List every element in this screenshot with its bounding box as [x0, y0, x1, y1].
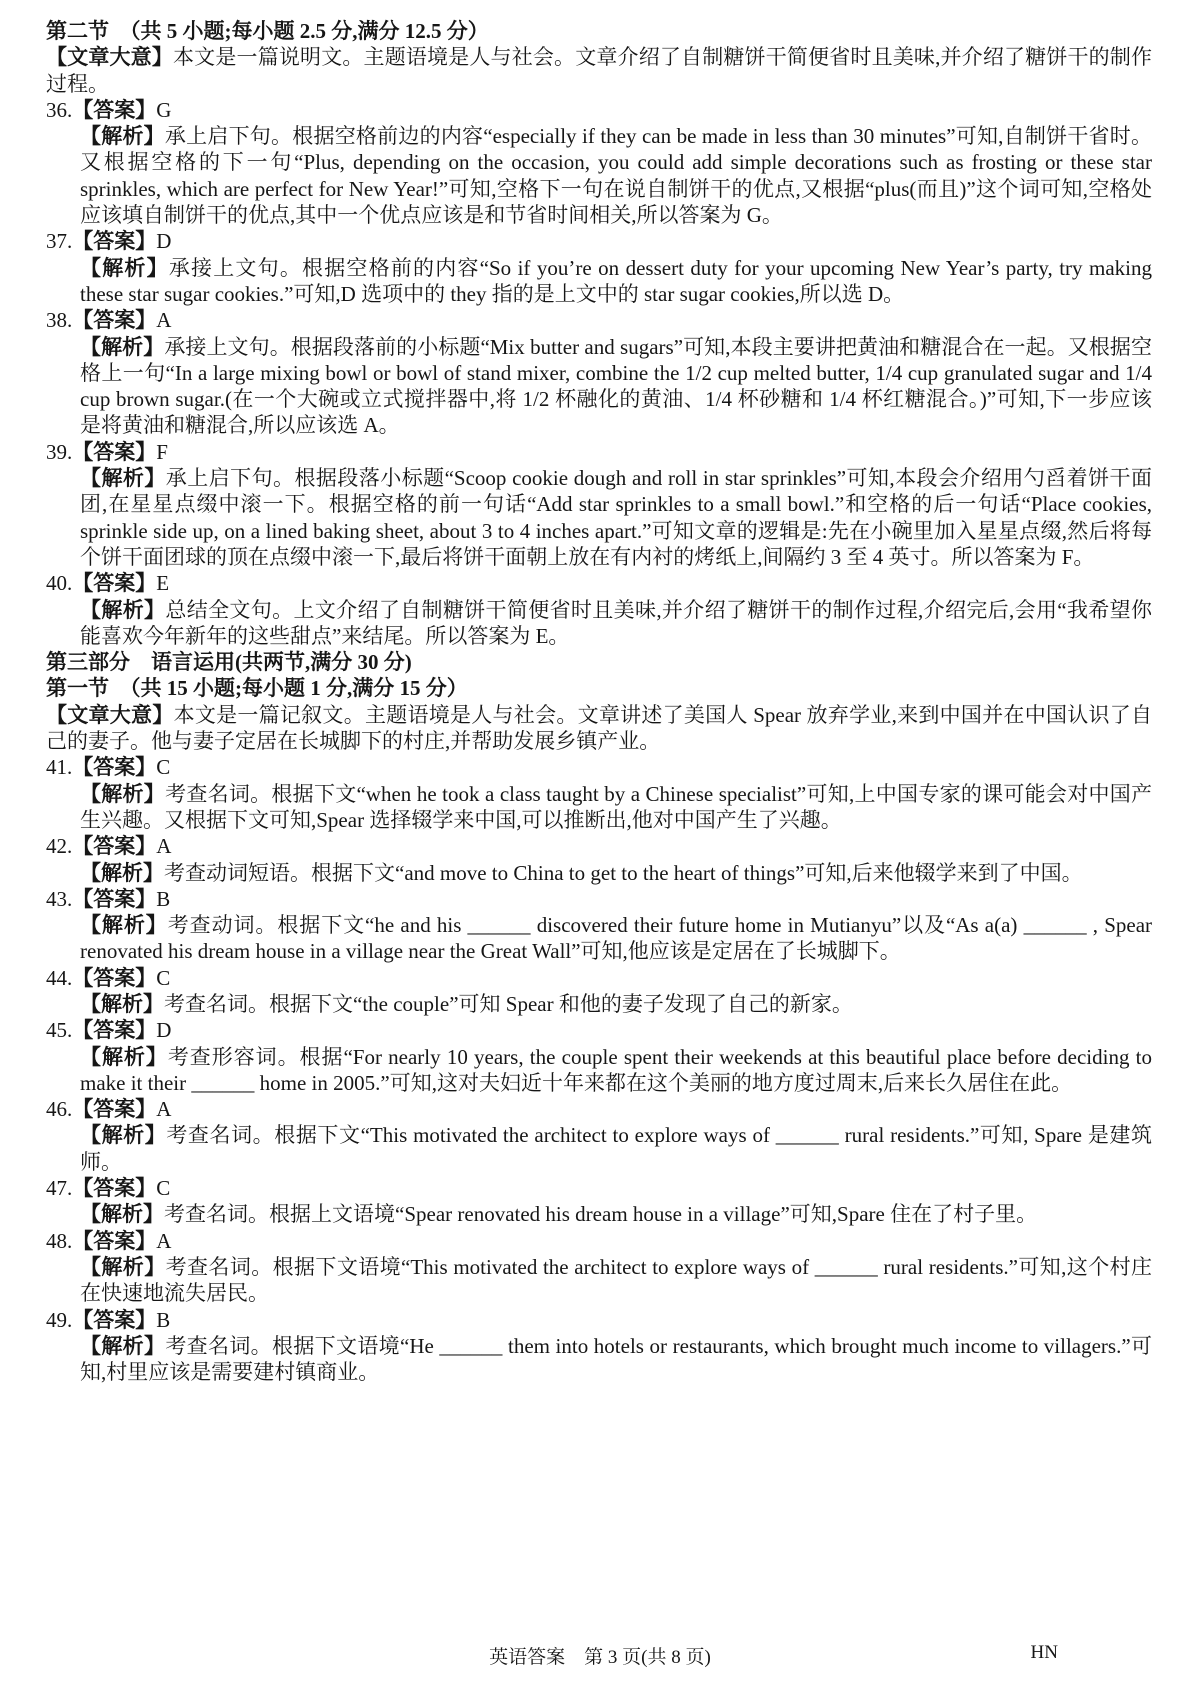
analysis-label: 【解析】 — [80, 466, 166, 491]
answer-line — [46, 1017, 1152, 1043]
answer-label: 【答案】 — [72, 308, 157, 333]
answer-line — [46, 439, 1152, 465]
analysis-text: 承接上文句。根据空格前的内容“So if you’re on dessert duty for your upcoming New Year’s party, try making these star sugar cookies.”可知,D 选项中的 they 指的是上文中的 star sugar cookies,所以选 D。 — [80, 255, 1152, 306]
answer-label: 【答案】 — [72, 1097, 157, 1122]
answer-line — [46, 570, 1152, 596]
answer-label: 【答案】 — [72, 1228, 157, 1253]
answer-number: 49. — [46, 1307, 73, 1332]
analysis-paragraph — [46, 1201, 1152, 1227]
document-body — [46, 18, 1152, 1385]
analysis-paragraph — [46, 255, 1152, 308]
answer-letter: A — [156, 1097, 172, 1122]
passage-summary — [46, 702, 1152, 755]
answer-letter: A — [156, 834, 172, 859]
analysis-text: 考查名词。根据上文语境“Spear renovated his dream house in a village”可知,Spare 住在了村子里。 — [164, 1202, 1038, 1227]
analysis-label: 【解析】 — [80, 1123, 167, 1148]
answer-label: 【答案】 — [72, 755, 157, 780]
answer-label: 【答案】 — [72, 229, 157, 254]
page-footer — [0, 1642, 1200, 1669]
answer-letter: B — [156, 886, 171, 911]
analysis-text: 考查名词。根据下文“This motivated the architect to explore ways of ______ rural residents.”可知, Spare 是建筑师。 — [80, 1123, 1152, 1174]
answer-line — [46, 307, 1152, 333]
analysis-paragraph — [46, 123, 1152, 228]
answer-letter: B — [156, 1307, 171, 1332]
answer-letter: D — [156, 1018, 172, 1043]
answer-label: 【答案】 — [72, 834, 157, 859]
analysis-paragraph — [46, 597, 1152, 650]
analysis-text: 考查名词。根据下文“when he took a class taught by a Chinese specialist”可知,上中国专家的课可能会对中国产生兴趣。又根据下文可知,Spear 选择辍学来中国,可以推断出,他对中国产生了兴趣。 — [80, 781, 1152, 832]
answer-letter: F — [156, 439, 168, 464]
answer-letter: C — [156, 755, 171, 780]
answer-label: 【答案】 — [72, 1176, 157, 1201]
answer-label: 【答案】 — [72, 571, 157, 596]
answer-letter: C — [156, 1176, 171, 1201]
analysis-label: 【解析】 — [80, 781, 166, 806]
analysis-paragraph — [46, 860, 1152, 886]
answer-number: 41. — [46, 755, 73, 780]
answer-number: 44. — [46, 965, 73, 990]
analysis-paragraph — [46, 1122, 1152, 1175]
answer-line — [46, 228, 1152, 254]
answer-label: 【答案】 — [72, 1018, 157, 1043]
summary-label: 【文章大意】 — [46, 702, 174, 727]
analysis-paragraph — [46, 334, 1152, 439]
answer-number: 38. — [46, 308, 73, 333]
answer-letter: G — [156, 97, 172, 122]
analysis-paragraph — [46, 1333, 1152, 1386]
answer-line — [46, 1175, 1152, 1201]
answer-label: 【答案】 — [72, 965, 157, 990]
analysis-paragraph — [46, 1044, 1152, 1097]
answer-number: 42. — [46, 834, 73, 859]
section-heading: 第三部分 语言运用(共两节,满分 30 分) — [46, 650, 412, 675]
analysis-text: 考查动词。根据下文“he and his ______ discovered their future home in Mutianyu”以及“As a(a) ______ , Spear renovated his dream house in a village near the Great Wall”可知,他应该是定居在了长城脚下。 — [80, 913, 1153, 964]
analysis-label: 【解析】 — [80, 860, 164, 885]
analysis-text: 考查名词。根据下文语境“He ______ them into hotels or restaurants, which brought much income to villagers.”可知,村里应该是需要建村镇商业。 — [80, 1333, 1153, 1385]
analysis-text: 承上启下句。根据段落小标题“Scoop cookie dough and roll in star sprinkles”可知,本段会介绍用勺舀着饼干面团,在星星点缀中滚一下。根据空格的前一句话“Add star sprinkles to a small bowl.”和空格的后一句话“Place cookies, sprinkle side up, on a lined baking sheet, about 3 to 4 inches apart.”可知文章的逻辑是:先在小碗里加入星星点缀,然后将每个饼干面团球的顶在点缀中滚一下,最后将饼干面朝上放在有内衬的烤纸上,间隔约 3 至 4 英寸。所以答案为 F。 — [80, 466, 1152, 569]
answer-letter: A — [156, 1228, 172, 1253]
answer-number: 39. — [46, 439, 73, 464]
answer-label: 【答案】 — [72, 439, 157, 464]
answer-line — [46, 833, 1152, 859]
analysis-label: 【解析】 — [80, 597, 166, 622]
answer-label: 【答案】 — [72, 886, 157, 911]
analysis-paragraph — [46, 781, 1152, 834]
summary-text: 本文是一篇记叙文。主题语境是人与社会。文章讲述了美国人 Spear 放弃学业,来到中国并在中国认识了自己的妻子。他与妻子定居在长城脚下的村庄,并帮助发展乡镇产业。 — [46, 702, 1153, 754]
section-heading: 第二节 （共 5 小题;每小题 2.5 分,满分 12.5 分） — [46, 19, 489, 43]
answer-line — [46, 1228, 1152, 1254]
answer-label: 【答案】 — [72, 1307, 157, 1332]
analysis-label: 【解析】 — [80, 1202, 164, 1227]
footer-page-label: 英语答案 第 3 页(共 8 页) — [489, 1647, 711, 1668]
answer-letter: A — [156, 308, 172, 333]
analysis-text: 考查形容词。根据“For nearly 10 years, the couple spent their weekends at this beautiful place before deciding to make it their ______ home in 2005.”可知,这对夫妇近十年来都在这个美丽的地方度过周末,后来长久居住在此。 — [80, 1044, 1153, 1095]
analysis-text: 承上启下句。根据空格前边的内容“especially if they can be made in less than 30 minutes”可知,自制饼干省时。又根据空格的下一句“Plus, depending on the occasion, you could add simple decorations such as frosting or these star sprinkles, which are perfect for New Year!”可知,空格下一句在说自制饼干的优点,又根据“plus(而且)”这个词可知,空格处应该填自制饼干的优点,其中一个优点应该是和节省时间相关,所以答案为 G。 — [80, 124, 1153, 228]
answer-line — [46, 886, 1152, 912]
summary-label: 【文章大意】 — [46, 45, 174, 70]
answer-number: 43. — [46, 886, 73, 911]
analysis-text: 考查名词。根据下文语境“This motivated the architect to explore ways of ______ rural residents.”可知,这个村庄在快速地流失居民。 — [80, 1254, 1152, 1306]
answer-line — [46, 97, 1152, 123]
answer-letter: E — [156, 571, 170, 596]
passage-summary — [46, 44, 1152, 97]
analysis-paragraph — [46, 991, 1152, 1017]
answer-number: 40. — [46, 571, 73, 596]
answer-letter: D — [156, 229, 172, 254]
analysis-label: 【解析】 — [80, 1333, 166, 1358]
analysis-label: 【解析】 — [80, 1254, 166, 1279]
answer-letter: C — [156, 965, 171, 990]
answer-number: 48. — [46, 1228, 73, 1253]
answer-label: 【答案】 — [72, 97, 157, 122]
analysis-text: 考查名词。根据下文“the couple”可知 Spear 和他的妻子发现了自己的新家。 — [164, 991, 853, 1016]
analysis-label: 【解析】 — [80, 334, 165, 359]
answer-number: 47. — [46, 1176, 73, 1201]
section-heading: 第一节 （共 15 小题;每小题 1 分,满分 15 分） — [46, 676, 468, 701]
answer-number: 36. — [46, 97, 73, 122]
analysis-paragraph — [46, 912, 1152, 965]
analysis-text: 承接上文句。根据段落前的小标题“Mix butter and sugars”可知,本段主要讲把黄油和糖混合在一起。又根据空格上一句“In a large mixing bowl or bowl of stand mixer, combine the 1/2 cup melted butter, 1/4 cup granulated sugar and 1/4 cup brown sugar.(在一个大碗或立式搅拌器中,将 1/2 杯融化的黄油、1/4 杯砂糖和 1/4 杯红糖混合。)”可知,下一步应该是将黄油和糖混合,所以应该选 A。 — [80, 334, 1153, 438]
analysis-label: 【解析】 — [80, 124, 165, 149]
answer-number: 46. — [46, 1097, 73, 1122]
analysis-text: 总结全文句。上文介绍了自制糖饼干简便省时且美味,并介绍了糖饼干的制作过程,介绍完后,会用“我希望你能喜欢今年新年的这些甜点”来结尾。所以答案为 E。 — [80, 597, 1153, 648]
answer-line — [46, 965, 1152, 991]
analysis-label: 【解析】 — [80, 255, 169, 280]
summary-text: 本文是一篇说明文。主题语境是人与社会。文章介绍了自制糖饼干简便省时且美味,并介绍了糖饼干的制作过程。 — [46, 45, 1153, 96]
answer-line — [46, 1307, 1152, 1333]
answer-number: 37. — [46, 229, 73, 254]
analysis-text: 考查动词短语。根据下文“and move to China to get to the heart of things”可知,后来他辍学来到了中国。 — [164, 860, 1083, 885]
analysis-label: 【解析】 — [80, 1044, 168, 1069]
analysis-label: 【解析】 — [80, 913, 168, 938]
footer-code: HN — [1030, 1642, 1058, 1663]
answer-number: 45. — [46, 1018, 73, 1043]
answer-line — [46, 754, 1152, 780]
analysis-label: 【解析】 — [80, 991, 164, 1016]
answer-line — [46, 1096, 1152, 1122]
analysis-paragraph — [46, 1254, 1152, 1307]
analysis-paragraph — [46, 465, 1152, 570]
